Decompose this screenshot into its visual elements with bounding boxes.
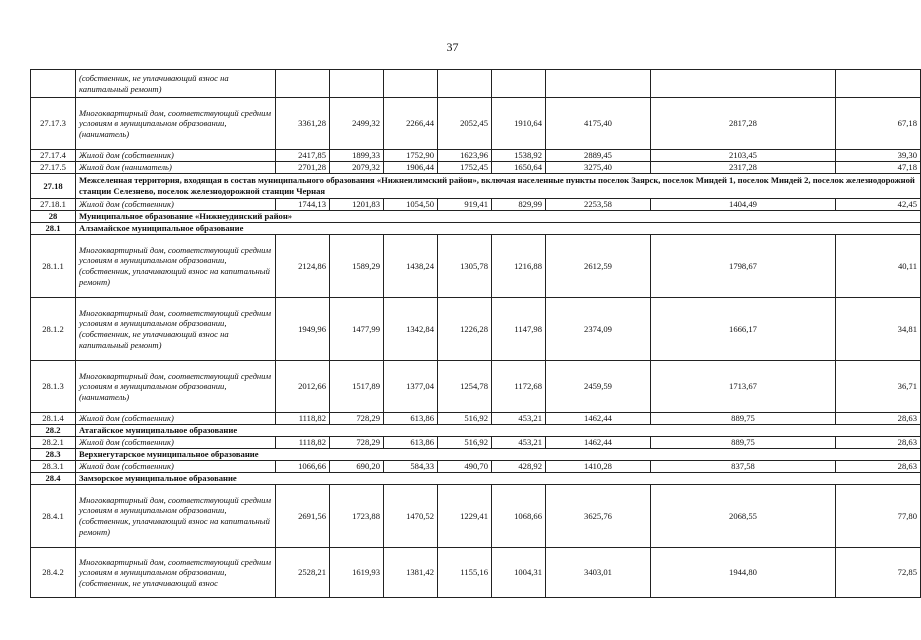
- section-code: 28: [31, 211, 76, 223]
- value-cell: 1713,67: [651, 361, 836, 413]
- row-description: Жилой дом (собственник): [76, 199, 276, 211]
- row-description: Многоквартирный дом, соответствующий средним условиям в муниципальном образовании, (собственник, не уплачивающий взнос на капитальный ремонт): [76, 298, 276, 361]
- value-cell: 28,63: [836, 461, 921, 473]
- value-cell: 3275,40: [546, 162, 651, 174]
- value-cell: 2374,09: [546, 298, 651, 361]
- value-cell: 1066,66: [276, 461, 330, 473]
- value-cell: 40,11: [836, 235, 921, 298]
- value-cell: 919,41: [438, 199, 492, 211]
- row-description: Многоквартирный дом, соответствующий средним условиям в муниципальном образовании, (наниматель): [76, 98, 276, 150]
- section-title: Межселенная территория, входящая в состав муниципального образования «Нижнеилимский район», включая населенные пункты поселок Заярск, поселок Миндей 1, поселок Миндей 2, поселок железнодорожной станции Селезнево, поселок железнодорожной станции Черная: [76, 174, 921, 199]
- value-cell: 2124,86: [276, 235, 330, 298]
- value-cell: 1944,80: [651, 548, 836, 598]
- value-cell: 2253,58: [546, 199, 651, 211]
- value-cell: 1538,92: [492, 150, 546, 162]
- value-cell: 1216,88: [492, 235, 546, 298]
- section-row: [31, 211, 921, 223]
- value-cell: [438, 70, 492, 98]
- value-cell: 453,21: [492, 437, 546, 449]
- table-row: [31, 162, 921, 174]
- table-row: [31, 413, 921, 425]
- value-cell: 2528,21: [276, 548, 330, 598]
- value-cell: 67,18: [836, 98, 921, 150]
- section-row: [31, 473, 921, 485]
- value-cell: 2701,28: [276, 162, 330, 174]
- value-cell: 28,63: [836, 437, 921, 449]
- value-cell: 1619,93: [330, 548, 384, 598]
- value-cell: 690,20: [330, 461, 384, 473]
- section-title: Замзорское муниципальное образование: [76, 473, 921, 485]
- tariff-table: [30, 69, 921, 598]
- value-cell: 2889,45: [546, 150, 651, 162]
- value-cell: 1462,44: [546, 413, 651, 425]
- section-title: Атагайское муниципальное образование: [76, 425, 921, 437]
- value-cell: 39,30: [836, 150, 921, 162]
- value-cell: 2459,59: [546, 361, 651, 413]
- value-cell: 3403,01: [546, 548, 651, 598]
- row-code: 28.4.1: [31, 485, 76, 548]
- row-description: Жилой дом (собственник): [76, 461, 276, 473]
- value-cell: 2417,85: [276, 150, 330, 162]
- value-cell: 2691,56: [276, 485, 330, 548]
- value-cell: 1381,42: [384, 548, 438, 598]
- value-cell: 2499,32: [330, 98, 384, 150]
- value-cell: 36,71: [836, 361, 921, 413]
- row-description: Жилой дом (собственник): [76, 150, 276, 162]
- row-code: 28.1.4: [31, 413, 76, 425]
- section-code: 27.18: [31, 174, 76, 199]
- value-cell: 1410,28: [546, 461, 651, 473]
- value-cell: 2817,28: [651, 98, 836, 150]
- value-cell: [492, 70, 546, 98]
- value-cell: [276, 70, 330, 98]
- page-number: 37: [446, 40, 459, 54]
- value-cell: 1054,50: [384, 199, 438, 211]
- value-cell: 613,86: [384, 413, 438, 425]
- row-code: 28.1.3: [31, 361, 76, 413]
- row-code: 28.3.1: [31, 461, 76, 473]
- row-description: Жилой дом (собственник): [76, 437, 276, 449]
- row-description: Жилой дом (собственник): [76, 413, 276, 425]
- row-code: 27.18.1: [31, 199, 76, 211]
- row-description: Многоквартирный дом, соответствующий средним условиям в муниципальном образовании, (наниматель): [76, 361, 276, 413]
- value-cell: 428,92: [492, 461, 546, 473]
- table-row: [31, 199, 921, 211]
- value-cell: 728,29: [330, 437, 384, 449]
- section-title: Алзамайское муниципальное образование: [76, 223, 921, 235]
- section-code: 28.3: [31, 449, 76, 461]
- row-code: 28.1.2: [31, 298, 76, 361]
- table-row: [31, 461, 921, 473]
- table-row: [31, 437, 921, 449]
- value-cell: 2052,45: [438, 98, 492, 150]
- row-description: Жилой дом (наниматель): [76, 162, 276, 174]
- value-cell: 1949,96: [276, 298, 330, 361]
- value-cell: 1650,64: [492, 162, 546, 174]
- table-row: [31, 485, 921, 548]
- value-cell: 2317,28: [651, 162, 836, 174]
- row-description: Многоквартирный дом, соответствующий средним условиям в муниципальном образовании, (собственник, не уплачивающий взнос: [76, 548, 276, 598]
- value-cell: 1377,04: [384, 361, 438, 413]
- value-cell: [546, 70, 651, 98]
- value-cell: 1147,98: [492, 298, 546, 361]
- value-cell: 889,75: [651, 437, 836, 449]
- value-cell: [836, 70, 921, 98]
- value-cell: 613,86: [384, 437, 438, 449]
- value-cell: 490,70: [438, 461, 492, 473]
- row-code: 28.1.1: [31, 235, 76, 298]
- value-cell: 34,81: [836, 298, 921, 361]
- value-cell: 2266,44: [384, 98, 438, 150]
- table-row: [31, 235, 921, 298]
- value-cell: 728,29: [330, 413, 384, 425]
- row-code: 27.17.5: [31, 162, 76, 174]
- row-description: Многоквартирный дом, соответствующий средним условиям в муниципальном образовании, (собственник, уплачивающий взнос на капитальный ремонт): [76, 485, 276, 548]
- row-code: 27.17.4: [31, 150, 76, 162]
- value-cell: 1438,24: [384, 235, 438, 298]
- value-cell: 1906,44: [384, 162, 438, 174]
- row-code: 27.17.3: [31, 98, 76, 150]
- value-cell: 3361,28: [276, 98, 330, 150]
- row-description: (собственник, не уплачивающий взнос на капитальный ремонт): [76, 70, 276, 98]
- section-row: [31, 174, 921, 199]
- value-cell: 1744,13: [276, 199, 330, 211]
- table-row: [31, 548, 921, 598]
- value-cell: [651, 70, 836, 98]
- value-cell: [384, 70, 438, 98]
- section-title: Верхнегутарское муниципальное образование: [76, 449, 921, 461]
- value-cell: 1910,64: [492, 98, 546, 150]
- value-cell: 1517,89: [330, 361, 384, 413]
- value-cell: 1229,41: [438, 485, 492, 548]
- table-row: [31, 98, 921, 150]
- value-cell: 2079,32: [330, 162, 384, 174]
- value-cell: 1589,29: [330, 235, 384, 298]
- value-cell: 837,58: [651, 461, 836, 473]
- value-cell: 829,99: [492, 199, 546, 211]
- value-cell: 1623,96: [438, 150, 492, 162]
- value-cell: 516,92: [438, 437, 492, 449]
- value-cell: 1404,49: [651, 199, 836, 211]
- section-code: 28.1: [31, 223, 76, 235]
- row-code: 28.4.2: [31, 548, 76, 598]
- table-row: [31, 298, 921, 361]
- value-cell: 2068,55: [651, 485, 836, 548]
- value-cell: 42,45: [836, 199, 921, 211]
- value-cell: 2612,59: [546, 235, 651, 298]
- value-cell: 453,21: [492, 413, 546, 425]
- value-cell: 1068,66: [492, 485, 546, 548]
- value-cell: 4175,40: [546, 98, 651, 150]
- value-cell: 889,75: [651, 413, 836, 425]
- row-code: [31, 70, 76, 98]
- table-row: [31, 361, 921, 413]
- value-cell: 28,63: [836, 413, 921, 425]
- value-cell: [330, 70, 384, 98]
- value-cell: 584,33: [384, 461, 438, 473]
- value-cell: 1477,99: [330, 298, 384, 361]
- section-row: [31, 449, 921, 461]
- table-row: [31, 150, 921, 162]
- value-cell: 1118,82: [276, 413, 330, 425]
- value-cell: 1752,90: [384, 150, 438, 162]
- value-cell: 1723,88: [330, 485, 384, 548]
- value-cell: 1201,83: [330, 199, 384, 211]
- value-cell: 1254,78: [438, 361, 492, 413]
- value-cell: 1462,44: [546, 437, 651, 449]
- value-cell: 47,18: [836, 162, 921, 174]
- value-cell: 1798,67: [651, 235, 836, 298]
- value-cell: 1666,17: [651, 298, 836, 361]
- value-cell: 72,85: [836, 548, 921, 598]
- value-cell: 1004,31: [492, 548, 546, 598]
- value-cell: 1342,84: [384, 298, 438, 361]
- value-cell: 1172,68: [492, 361, 546, 413]
- section-code: 28.2: [31, 425, 76, 437]
- value-cell: 77,80: [836, 485, 921, 548]
- value-cell: 1305,78: [438, 235, 492, 298]
- value-cell: 1899,33: [330, 150, 384, 162]
- section-row: [31, 223, 921, 235]
- value-cell: 1752,45: [438, 162, 492, 174]
- value-cell: 1226,28: [438, 298, 492, 361]
- value-cell: 1155,16: [438, 548, 492, 598]
- section-title: Муниципальное образование «Нижнеудинский район»: [76, 211, 921, 223]
- row-description: Многоквартирный дом, соответствующий средним условиям в муниципальном образовании, (собственник, уплачивающий взнос на капитальный ремонт): [76, 235, 276, 298]
- value-cell: 2012,66: [276, 361, 330, 413]
- value-cell: 2103,45: [651, 150, 836, 162]
- section-code: 28.4: [31, 473, 76, 485]
- value-cell: 1118,82: [276, 437, 330, 449]
- row-code: 28.2.1: [31, 437, 76, 449]
- table-row: [31, 70, 921, 98]
- value-cell: 3625,76: [546, 485, 651, 548]
- value-cell: 516,92: [438, 413, 492, 425]
- value-cell: 1470,52: [384, 485, 438, 548]
- section-row: [31, 425, 921, 437]
